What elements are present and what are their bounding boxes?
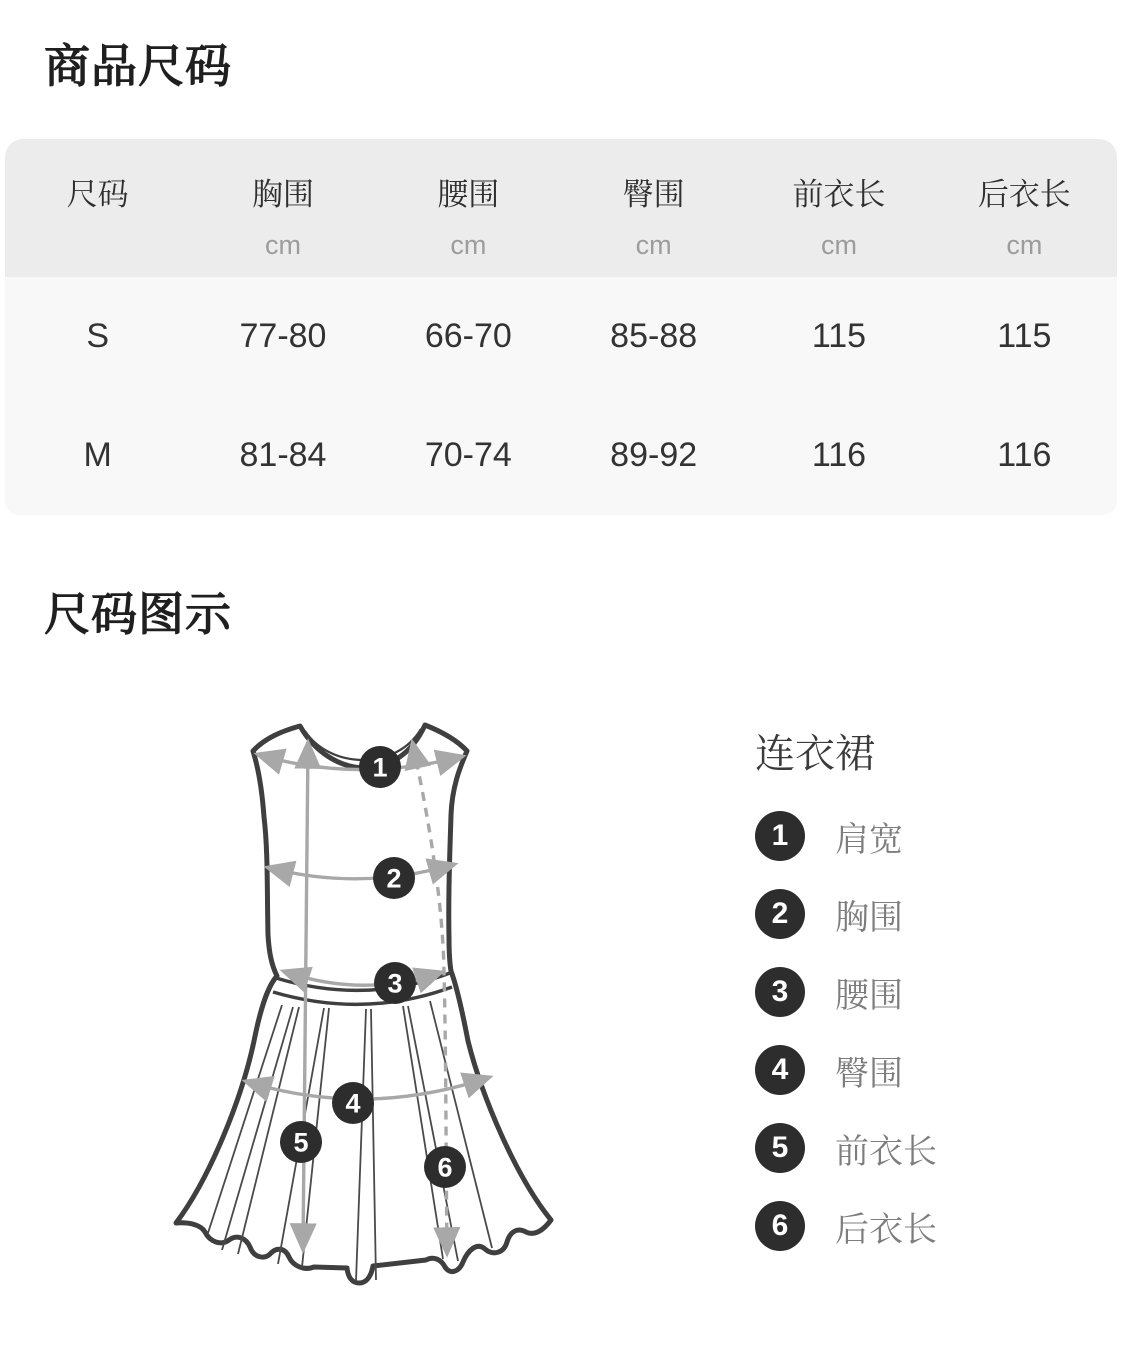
legend-item-label: 臀围 xyxy=(835,1054,903,1093)
cell-size: M xyxy=(83,436,112,474)
measurement-legend xyxy=(755,722,937,1279)
header-unit: cm xyxy=(264,230,301,260)
legend-item-hip xyxy=(755,1045,937,1095)
cell-front-length: 116 xyxy=(811,436,867,474)
header-unit: cm xyxy=(820,230,857,260)
cell-bust: 81-84 xyxy=(239,436,327,474)
legend-item-label: 后衣长 xyxy=(835,1210,937,1249)
svg-text:6: 6 xyxy=(437,1152,453,1183)
header-cell-bust xyxy=(190,139,375,277)
legend-badge: 2 xyxy=(755,889,805,939)
legend-badge: 5 xyxy=(755,1123,805,1173)
cell-size: S xyxy=(86,317,109,355)
header-label: 前衣长 xyxy=(792,177,886,212)
header-cell-hip xyxy=(561,139,746,277)
marker-1 xyxy=(359,746,401,788)
header-cell-back-length xyxy=(932,139,1117,277)
legend-badge: 6 xyxy=(755,1201,805,1251)
size-table-header xyxy=(5,139,1117,277)
header-label: 尺码 xyxy=(66,177,129,212)
table-row-s xyxy=(5,277,1117,396)
cell-waist: 70-74 xyxy=(424,436,512,474)
header-cell-size xyxy=(5,139,190,277)
svg-text:3: 3 xyxy=(387,968,403,999)
marker-4 xyxy=(332,1082,374,1124)
legend-item-front-length xyxy=(755,1123,937,1173)
marker-2 xyxy=(373,857,415,899)
legend-item-label: 胸围 xyxy=(835,898,903,937)
header-label: 后衣长 xyxy=(977,177,1071,212)
header-unit: cm xyxy=(1006,230,1043,260)
svg-text:4: 4 xyxy=(345,1088,361,1119)
cell-front-length: 115 xyxy=(811,317,867,355)
legend-badge: 4 xyxy=(755,1045,805,1095)
cell-hip: 85-88 xyxy=(610,317,698,355)
marker-3 xyxy=(374,962,416,1004)
cell-hip: 89-92 xyxy=(610,436,698,474)
legend-item-label: 腰围 xyxy=(835,976,903,1015)
header-label: 腰围 xyxy=(437,177,500,212)
legend-item-shoulder xyxy=(755,811,937,861)
dress-illustration-icon xyxy=(160,705,570,1305)
section-title: 尺码图示 xyxy=(44,588,232,640)
header-cell-front-length xyxy=(746,139,931,277)
legend-item-label: 肩宽 xyxy=(835,820,903,859)
legend-item-label: 前衣长 xyxy=(835,1132,937,1171)
header-unit: cm xyxy=(635,230,672,260)
marker-6 xyxy=(424,1146,466,1188)
legend-title: 连衣裙 xyxy=(755,732,875,776)
table-row-m xyxy=(5,396,1117,515)
header-label: 胸围 xyxy=(251,177,314,212)
header-cell-waist xyxy=(376,139,561,277)
header-unit xyxy=(5,230,190,260)
size-diagram xyxy=(0,700,1122,1340)
cell-back-length: 115 xyxy=(997,317,1052,355)
cell-bust: 77-80 xyxy=(239,317,327,355)
legend-badge: 3 xyxy=(755,967,805,1017)
legend-item-bust xyxy=(755,889,937,939)
cell-waist: 66-70 xyxy=(424,317,512,355)
legend-item-back-length xyxy=(755,1201,937,1251)
cell-back-length: 116 xyxy=(997,436,1052,474)
marker-5 xyxy=(280,1121,322,1163)
header-unit: cm xyxy=(450,230,487,260)
header-label: 臀围 xyxy=(622,177,685,212)
size-table xyxy=(5,139,1117,515)
svg-text:1: 1 xyxy=(372,752,388,783)
svg-text:5: 5 xyxy=(293,1127,309,1158)
legend-badge: 1 xyxy=(755,811,805,861)
size-table-body xyxy=(5,277,1117,515)
svg-text:2: 2 xyxy=(386,863,402,894)
legend-item-waist xyxy=(755,967,937,1017)
page-title: 商品尺码 xyxy=(44,40,232,92)
